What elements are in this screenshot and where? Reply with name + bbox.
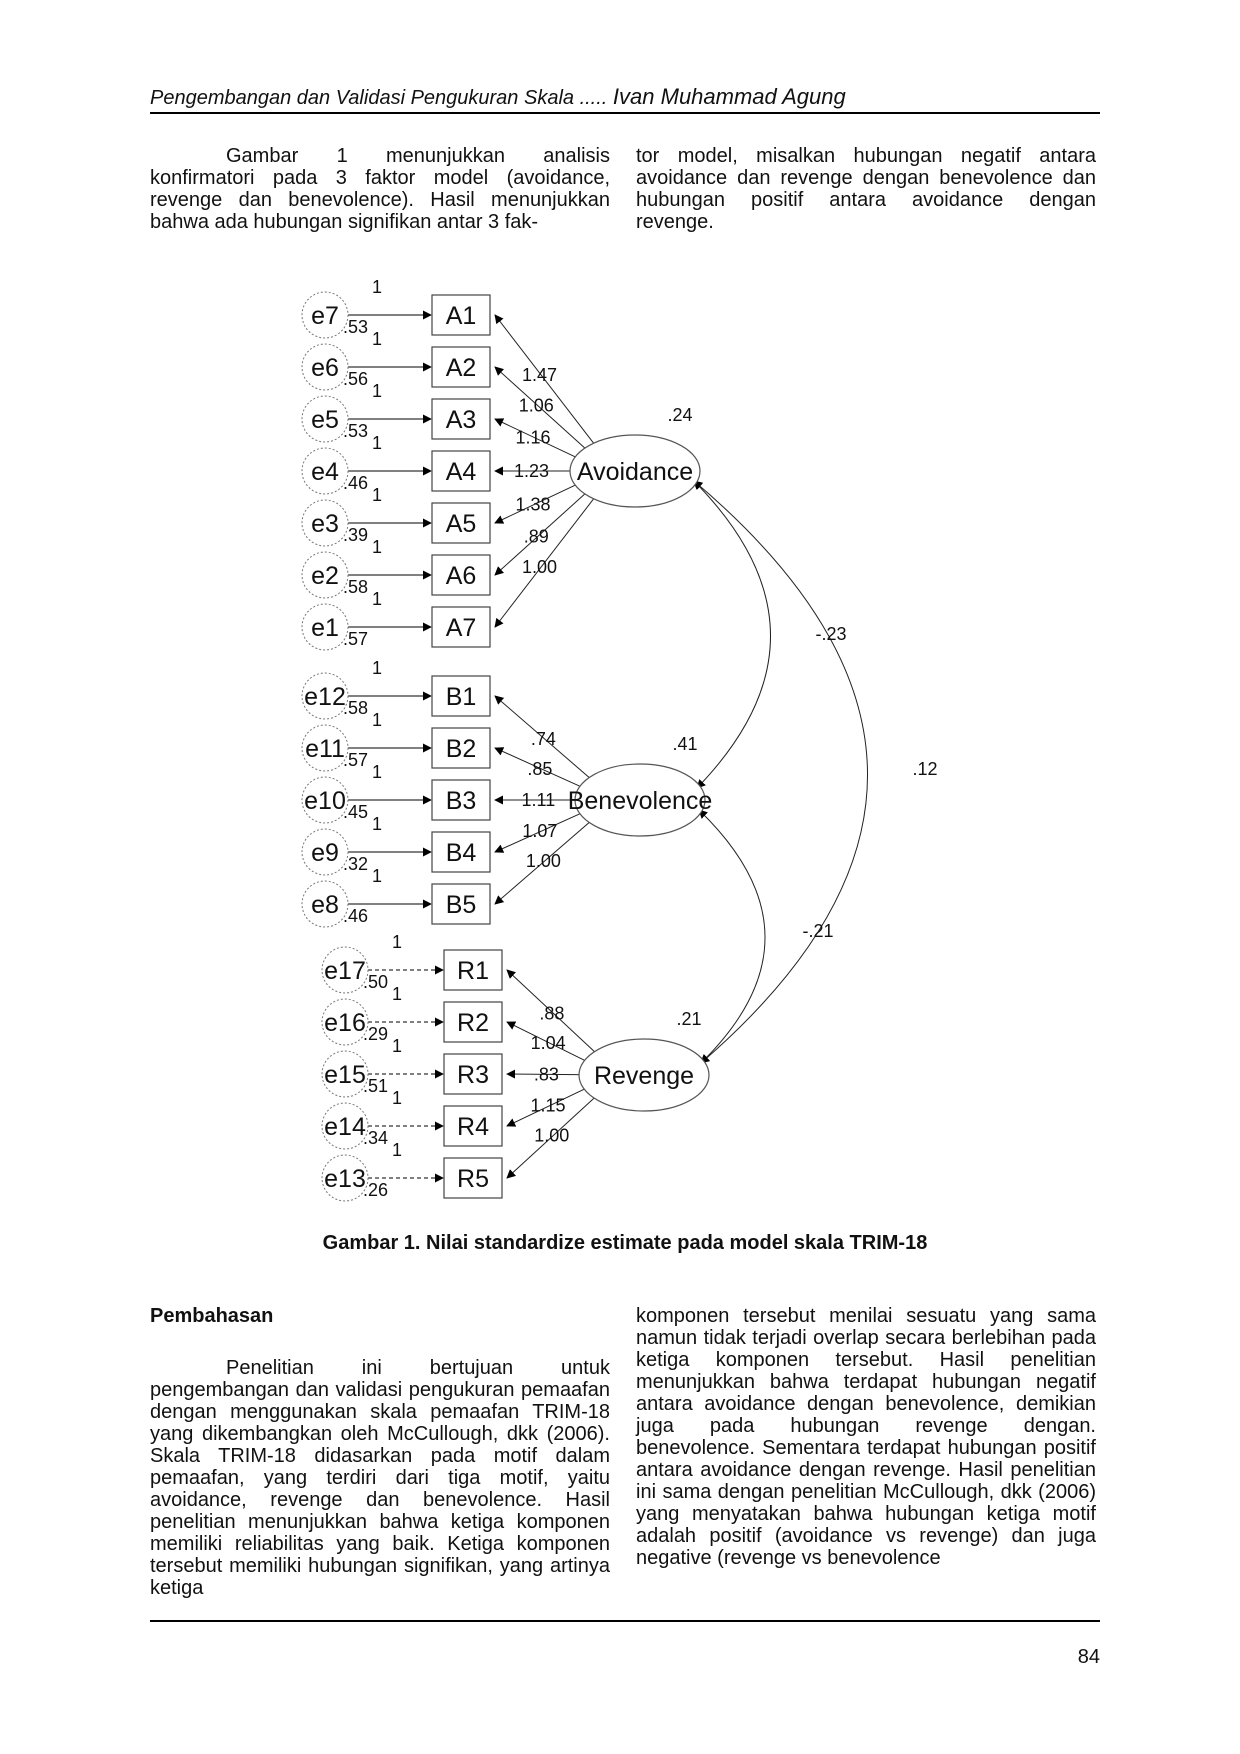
error-label: e15 [324,1061,366,1089]
error-variance-label: .56 [343,369,369,389]
covariance-label: -.23 [815,624,847,644]
error-path-label: 1 [372,814,383,834]
error-path-label: 1 [392,984,403,1004]
error-label: e14 [324,1113,366,1141]
loading-label: 1.00 [522,556,558,577]
error-path-label: 1 [372,658,383,678]
loading-label: .85 [527,758,553,779]
loading-label: .88 [539,1003,565,1024]
error-path-label: 1 [372,537,383,557]
covariance-arc-avoidance-benevolence [694,481,771,788]
error-variance-label: .50 [363,972,389,992]
error-variance-label: .58 [343,698,369,718]
indicator-label: A3 [445,406,477,434]
error-variance-label: .32 [343,854,369,874]
error-label: e2 [311,562,339,590]
error-variance-label: .57 [343,750,369,770]
error-label: e9 [311,839,339,867]
error-path-label: 1 [372,433,383,453]
error-label: e6 [311,354,339,382]
factor-variance-label: .41 [672,734,698,754]
error-variance-label: .53 [343,421,369,441]
factor-label: Revenge [593,1062,695,1090]
factor-variance-label: .24 [667,405,693,425]
indicator-label: A5 [445,510,477,538]
error-variance-label: .46 [343,906,369,926]
error-label: e3 [311,510,339,538]
covariance-arc-avoidance-revenge [694,481,868,1063]
loading-label: 1.38 [515,494,551,515]
error-label: e8 [311,891,339,919]
loading-label: 1.16 [515,427,551,448]
error-path-label: 1 [372,866,383,886]
loading-label: 1.04 [530,1033,566,1054]
error-path-label: 1 [392,1088,403,1108]
error-path-label: 1 [392,932,403,952]
error-label: e13 [324,1165,366,1193]
error-variance-label: .39 [343,525,369,545]
indicator-label: A2 [445,354,477,382]
discussion-right-text: komponen tersebut menilai sesuatu yang sama namun tidak terjadi overlap secara berlebihan pada ketiga komponen tersebut. Hasil penelitian menunjukkan bahwa terdapat hubungan negatif antara avoidance dengan benevolence, demikian juga pada hubungan revenge dengan. benevolence. Sementara terdapat hubungan positif antara avoidance dengan revenge. Hasil penelitian ini sama dengan penelitian McCullough, dkk (2006) yang menyatakan bahwa hubungan ketiga motif adalah positif (avoidance vs revenge) dan juga negative (revenge vs benevolence [636,1305,1096,1569]
error-path-label: 1 [372,381,383,401]
factor-label: Benevolence [567,787,713,815]
indicator-label: B4 [445,839,477,867]
error-variance-label: .46 [343,473,369,493]
indicator-label: A7 [445,614,477,642]
error-variance-label: .58 [343,577,369,597]
indicator-label: B3 [445,787,477,815]
indicator-label: A6 [445,562,477,590]
loading-label: 1.06 [518,395,554,416]
indicator-label: B2 [445,735,477,763]
loading-label: 1.11 [521,790,556,810]
error-variance-label: .34 [363,1128,389,1148]
loading-label: 1.23 [513,461,550,481]
running-head-title: Pengembangan dan Validasi Pengukuran Skala ..... [150,87,608,109]
running-head-author: Ivan Muhammad Agung [612,84,846,109]
error-variance-label: .51 [363,1076,389,1096]
loading-label: .89 [523,526,549,547]
section-heading: Pembahasan [150,1305,274,1327]
indicator-label: R3 [457,1061,489,1089]
loading-label: 1.00 [534,1125,570,1146]
indicator-label: B1 [445,683,477,711]
loading-label: .74 [530,729,556,750]
intro-left-text: Gambar 1 menunjukkan analisis konfirmatori pada 3 faktor model (avoidance, revenge dan benevolence). Hasil menunjukkan bahwa ada hubungan signifikan antar 3 fak- [150,145,610,233]
covariance-label: -.21 [802,921,834,941]
indicator-label: R1 [457,957,489,985]
indicator-label: A1 [445,302,477,330]
error-variance-label: .29 [363,1024,389,1044]
loading-label: .83 [533,1064,559,1085]
error-label: e1 [311,614,339,642]
error-path-label: 1 [372,329,383,349]
factor-label: Avoidance [576,458,694,486]
error-label: e16 [324,1009,366,1037]
error-variance-label: .45 [343,802,369,822]
footer-rule [150,1620,1100,1622]
labels-layer [304,277,937,1200]
covariance-label: .12 [912,759,938,779]
error-path-label: 1 [392,1036,403,1056]
error-path-label: 1 [372,485,383,505]
discussion-left-text: Penelitian ini bertujuan untuk pengembangan dan validasi pengukuran pemaafan dengan menggunakan skala pemaafan TRIM-18 yang dikembangkan oleh McCullough, dkk (2006). Skala TRIM-18 didasarkan pada motif dalam pemaafan, yang terdiri dari tiga motif, yaitu avoidance, revenge dan benevolence. Hasil penelitian menunjukkan bahwa ketiga komponen memiliki reliabilitas yang baik. Ketiga komponen tersebut memiliki hubungan signifikan, yang artinya ketiga [150,1357,610,1599]
error-label: e17 [324,957,366,985]
error-label: e11 [305,735,345,763]
loading-label: 1.07 [522,821,558,842]
intro-right-text: tor model, misalkan hubungan negatif antara avoidance dan revenge dengan benevolence dan hubungan positif antara avoidance dengan revenge. [636,145,1096,233]
error-path-label: 1 [372,277,383,297]
discussion-left-column [150,1305,610,1599]
error-label: e4 [311,458,339,486]
indicator-label: R4 [457,1113,489,1141]
loading-label: 1.00 [525,850,561,871]
page-number: 84 [1077,1646,1100,1668]
figure-caption: Gambar 1. Nilai standardize estimate pada model skala TRIM-18 [322,1232,928,1254]
error-label: e12 [304,683,346,711]
error-path-label: 1 [372,589,383,609]
error-variance-label: .53 [343,317,369,337]
loading-label: 1.47 [522,365,558,386]
indicator-label: B5 [445,891,477,919]
indicator-label: R2 [457,1009,489,1037]
error-path-label: 1 [372,710,383,730]
indicator-label: A4 [445,458,477,486]
discussion-right-column [636,1305,1096,1569]
loading-label: 1.15 [530,1095,566,1116]
factor-variance-label: .21 [676,1009,702,1029]
covariance-arc-benevolence-revenge [699,810,765,1063]
error-variance-label: .57 [343,629,369,649]
error-variance-label: .26 [363,1180,389,1200]
error-label: e5 [311,406,339,434]
error-label: e10 [304,787,346,815]
indicator-label: R5 [457,1165,489,1193]
error-path-label: 1 [392,1140,403,1160]
error-label: e7 [311,302,339,330]
error-path-label: 1 [372,762,383,782]
